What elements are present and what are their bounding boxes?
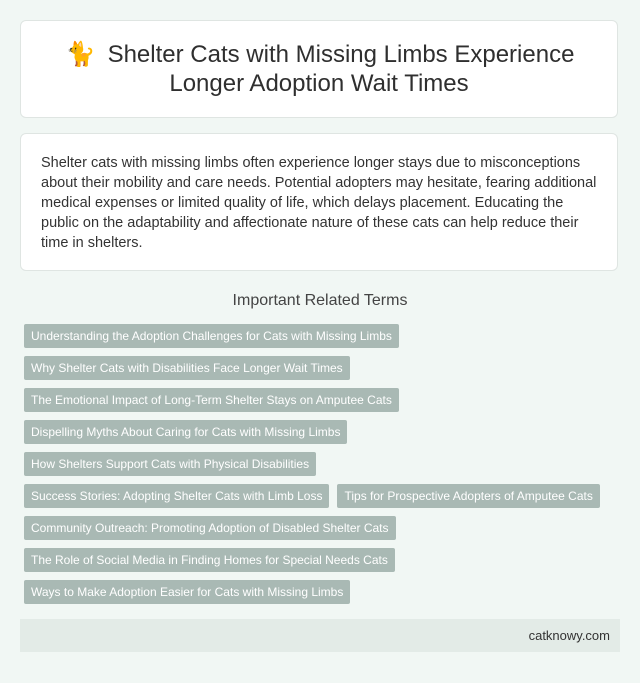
related-term-tag[interactable]: Success Stories: Adopting Shelter Cats with Limb Loss — [24, 484, 329, 508]
cat-icon: 🐈 — [65, 41, 96, 68]
tag-row — [24, 516, 620, 540]
footer — [20, 619, 620, 652]
tag-row — [24, 420, 620, 444]
related-term-tag[interactable]: Tips for Prospective Adopters of Amputee Cats — [337, 484, 599, 508]
related-term-tag[interactable]: Dispelling Myths About Caring for Cats with Missing Limbs — [24, 420, 347, 444]
page-title — [39, 40, 599, 98]
footer-site: catknowy.com — [528, 628, 610, 643]
tag-row — [24, 324, 620, 348]
title-card — [20, 20, 618, 118]
related-terms-heading: Important Related Terms — [232, 292, 408, 309]
tag-row — [24, 356, 620, 380]
page-title-text: Shelter Cats with Missing Limbs Experience Longer Adoption Wait Times — [107, 41, 575, 97]
related-term-tag[interactable]: Understanding the Adoption Challenges for Cats with Missing Limbs — [24, 324, 399, 348]
related-term-tag[interactable]: Community Outreach: Promoting Adoption of Disabled Shelter Cats — [24, 516, 396, 540]
related-terms-list — [24, 324, 620, 612]
tag-row — [24, 484, 620, 508]
related-term-tag[interactable]: Why Shelter Cats with Disabilities Face Longer Wait Times — [24, 356, 350, 380]
related-term-tag[interactable]: Ways to Make Adoption Easier for Cats with Missing Limbs — [24, 580, 350, 604]
summary-text: Shelter cats with missing limbs often experience longer stays due to misconceptions about their mobility and care needs. Potential adopters may hesitate, fearing additional medical expenses or limited quality of life, which delays placement. Educating the public on the adaptability and affectionate nature of these cats can help reduce their time in shelters. — [41, 155, 597, 251]
tag-row — [24, 388, 620, 412]
related-term-tag[interactable]: The Role of Social Media in Finding Homes for Special Needs Cats — [24, 548, 395, 572]
related-term-tag[interactable]: How Shelters Support Cats with Physical Disabilities — [24, 452, 316, 476]
tag-row — [24, 452, 620, 476]
summary-card — [20, 133, 618, 271]
related-term-tag[interactable]: The Emotional Impact of Long-Term Shelter Stays on Amputee Cats — [24, 388, 399, 412]
tag-row — [24, 548, 620, 572]
tag-row — [24, 580, 620, 604]
